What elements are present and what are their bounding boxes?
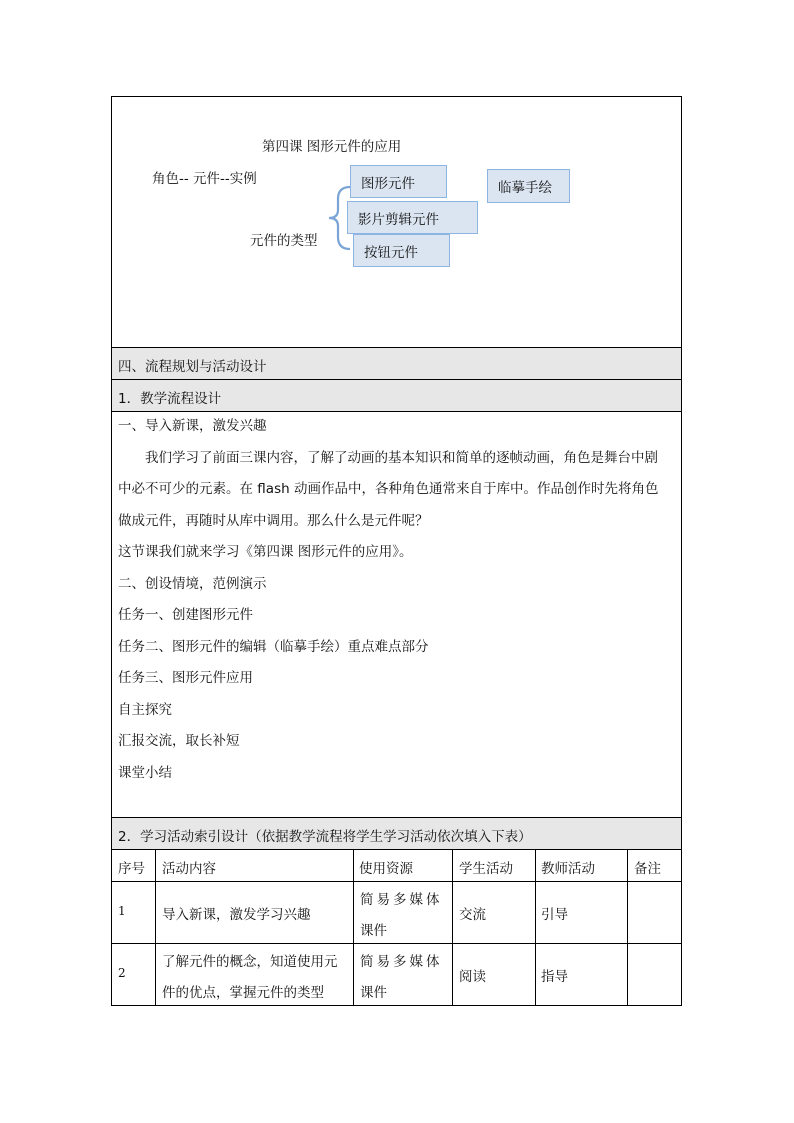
- table-header-resource: 使用资源: [359, 861, 413, 877]
- flow-line: 任务三、图形元件应用: [118, 670, 253, 686]
- teaching-flow-text: [118, 411, 676, 789]
- table-row-2-resource-line1: 简易多媒体: [360, 954, 443, 970]
- box-graphic-symbol: 图形元件: [350, 165, 447, 198]
- table-row-1-content: 导入新课，激发学习兴趣: [162, 907, 311, 923]
- diagram-left-label: 角色-- 元件--实例: [152, 171, 257, 187]
- box-movie-clip-symbol: 影片剪辑元件: [347, 201, 478, 234]
- flow-line: 任务一、创建图形元件: [118, 607, 253, 623]
- flow-line: 我们学习了前面三课内容，了解了动画的基本知识和简单的逐帧动画，角色是舞台中剧: [145, 449, 658, 466]
- box-sketch: 临摹手绘: [487, 169, 570, 203]
- table-header-no: 序号: [118, 861, 145, 877]
- table-row-1-no: 1: [118, 904, 126, 918]
- table-header-teacher: 教师活动: [541, 861, 595, 877]
- section4-header: 四、流程规划与活动设计: [118, 359, 267, 375]
- table-row-1-student: 交流: [459, 907, 486, 923]
- flow-line: 中必不可少的元素。在 flash 动画作品中，各种角色通常来自于库中。作品创作时先将角色: [118, 481, 659, 497]
- flow-line: 一、导入新课，激发兴趣: [118, 418, 267, 434]
- table-row-2-teacher: 指导: [541, 969, 568, 985]
- table-row-1-resource-line1: 简易多媒体: [360, 892, 443, 908]
- section1-header: 1．教学流程设计: [118, 391, 222, 407]
- table-row-2-no: 2: [118, 966, 126, 980]
- flow-line: 任务二、图形元件的编辑（临摹手绘）重点难点部分: [118, 638, 429, 655]
- table-row-2-content-line1: 了解元件的概念，知道使用元: [162, 954, 338, 970]
- table-row-2-resource-line2: 课件: [360, 985, 387, 1001]
- table-row-2-student: 阅读: [459, 969, 486, 985]
- table-header-content: 活动内容: [162, 861, 216, 877]
- table-header-student: 学生活动: [459, 861, 513, 877]
- flow-line: 自主探究: [118, 701, 172, 718]
- box-button-symbol: 按钮元件: [353, 234, 450, 267]
- table-row-1-teacher: 引导: [541, 907, 568, 923]
- flow-line: 二、创设情境，范例演示: [118, 575, 267, 592]
- lesson-plan-frame: [111, 96, 682, 1006]
- flow-line: 做成元件，再随时从库中调用。那么什么是元件呢？: [118, 512, 429, 529]
- flow-line: 课堂小结: [118, 764, 172, 781]
- section2-header: 2．学习活动索引设计（依据教学流程将学生学习活动依次填入下表）: [118, 829, 532, 845]
- table-header-note: 备注: [634, 861, 661, 877]
- table-row-1-resource-line2: 课件: [360, 923, 387, 939]
- diagram-type-label: 元件的类型: [250, 233, 318, 249]
- table-row-2-content-line2: 件的优点，掌握元件的类型: [162, 985, 324, 1001]
- flow-line: 汇报交流，取长补短: [118, 733, 240, 749]
- diagram-title: 第四课 图形元件的应用: [262, 139, 402, 155]
- flow-line: 这节课我们就来学习《第四课 图形元件的应用》。: [118, 544, 413, 560]
